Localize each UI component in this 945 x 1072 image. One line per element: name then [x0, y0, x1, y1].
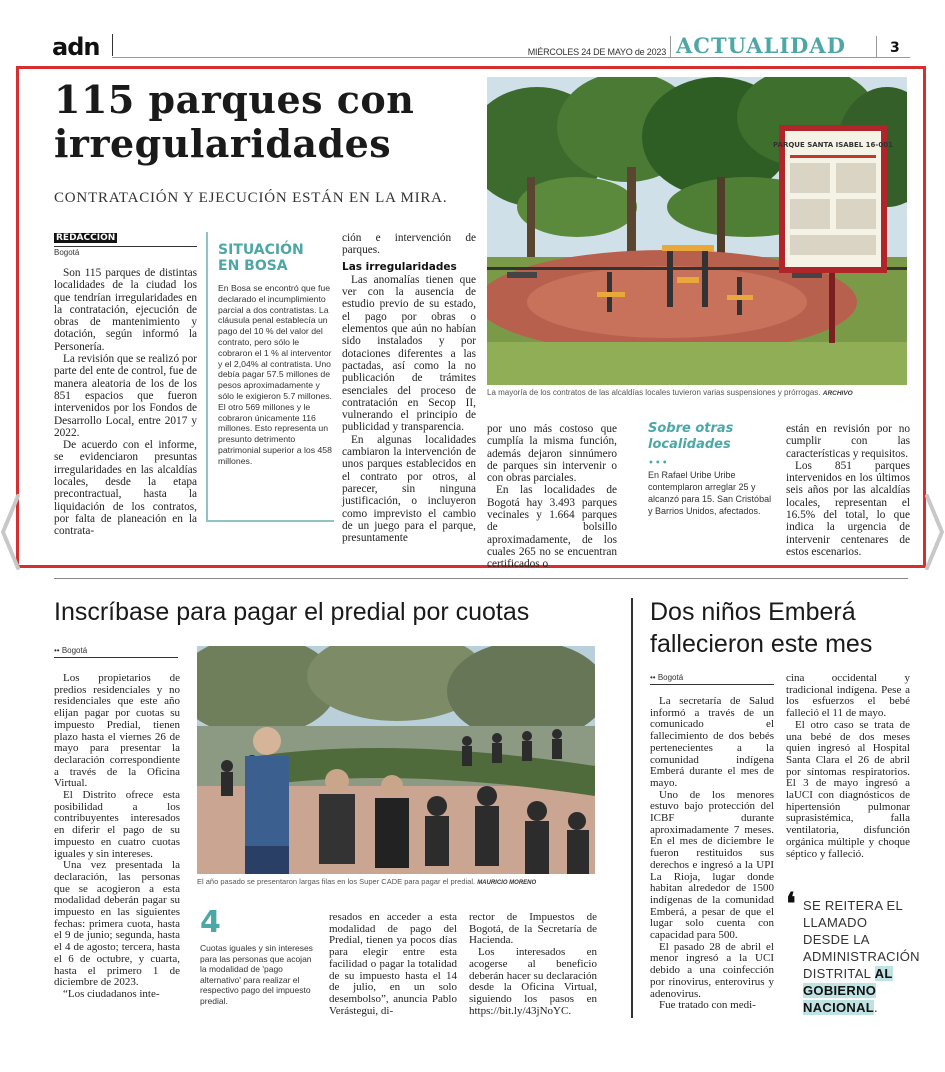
main-column-3	[342, 232, 476, 544]
predial-kicker: •• Bogotá	[54, 646, 178, 658]
main-headline: 115 parques con irregularidades	[54, 77, 415, 166]
paragraph: El otro caso se trata de una bebé de dos meses quien ingresó al Hospital Santa Clara el 26 de abril por síntomas respiratorios. El 3 de mayo ingresó a laUCI con diagnósticos de hipertensión pulmonar suprasistémica, falla ventilatoria, disfunción orgánica múltiple y choque séptico y falleció.	[786, 718, 910, 860]
paragraph-continued: están en revisión por no cumplir con las características y requisitos.	[786, 423, 910, 460]
subhead: Las irregularidades	[342, 260, 457, 273]
predial-column-1	[54, 673, 180, 1001]
pull-quote	[803, 897, 920, 1016]
paragraph: Una vez presentada la declaración, las personas que se acogieron a esta modalidad deberán pagar su impuesto en las siguientes fechas: primera cuota, hasta el 9 de junio; segunda, hasta el 4 de agosto; tercera, hasta el 6 de octubre, y cuarta, hasta el primero 1 de diciembre de 2023.	[54, 859, 180, 989]
section-label: ACTUALIDAD	[676, 33, 846, 58]
main-column-1	[54, 267, 197, 538]
paragraph: El Distrito ofrece esta posibilidad a los contribuyentes interesados en diferir el pago de su impuesto en cuatro cuotas iguales y sin intereses.	[54, 789, 180, 860]
sidebar-title: SITUACIÓN EN BOSA	[218, 242, 304, 274]
quote-end: .	[874, 1000, 878, 1015]
queue-illustration	[197, 646, 595, 874]
main-column-6	[786, 423, 910, 558]
paragraph-continued: cina occidental y tradicional indígena. Pese a los esfuerzos el bebé falleció el 11 de mayo.	[786, 672, 910, 720]
paragraph: Los 851 parques intervenidos en los últimos seis años por las alcaldías locales, representan el 16.5% del total, lo que indica la urgencia de intervenir centenares de estos escenarios.	[786, 459, 910, 558]
paragraph: Uno de los menores estuvo bajo protección del ICBF durante aproximadamente 7 meses. En el mes de diciembre le fueron restituidos sus derechos e ingresó a la UPI La Rioja, lugar donde habitan alrededor de 1500 indígenas de la comunidad Emberá, a pesar de que el lugar solo cuenta con capacidad para 500.	[650, 788, 774, 942]
paragraph: Son 115 parques de distintas localidades de la ciudad los que tendrían irregularidades en la contratación, ejecución de obras de mantenimiento y dotación, según informó la Personería.	[54, 267, 197, 353]
section-divider	[54, 578, 908, 579]
paragraph: La secretaría de Salud informó a través de un comunicado el fallecimiento de dos bebés pertenecientes a la comunidad indígena Emberá durante el mes de mayo.	[650, 695, 774, 789]
byline: REDACCIÓN	[56, 233, 116, 243]
paragraph-continued: resados en acceder a esta modalidad de pago del Predial, tienen ya pocos días para elegir entre esta facilidad o pagar la totalidad de su impuesto hasta el 14 de julio, en un solo desembolso”, anuncia Pablo Verástegui, di-	[329, 911, 457, 1017]
sidebar-text: En Bosa se encontró que fue declarado el incumplimiento parcial a dos contratistas. La cláusula penal establecía un pago del 10 % del valor del contrato, pero sólo le cobraron el 1 % al interventor y el 2,04% al contratista. Uno debía pagar 57.5 millones de pesos aproximadamente y sólo le exigieron 5.7 millones. El otro 569 millones y le cobraron únicamente 116 millones. Esto representa un presunto detrimento patrimonial superior a los 458 millones.	[218, 283, 332, 466]
byline-city: Bogotá	[54, 246, 197, 257]
photo-credit: ARCHIVO	[822, 390, 853, 397]
quote-mark-icon: ❛	[786, 887, 796, 922]
page-number: 3	[890, 40, 900, 56]
embera-headline: Dos niños Emberá fallecieron este mes	[650, 598, 873, 658]
paragraph: El pasado 28 de abril el menor ingresó a la UCI debido a una coinfección por rinovirus, enterovirus y adenovirus.	[650, 940, 774, 1000]
next-page-arrow-icon[interactable]	[925, 494, 945, 570]
section-divider-left	[670, 36, 671, 58]
paragraph: Las anomalías tienen que ver con la ausencia de estudio previo de su estado, el pago por obras o elementos que aún no habían sido instalados y por dotaciones diferentes a las pactadas, así como la no publicación de trámites esenciales del proceso de contratación en Secop II, vulnerando el principio de publicidad y transparencia.	[342, 273, 476, 434]
main-deck: CONTRATACIÓN Y EJECUCIÓN ESTÁN EN LA MIRA.	[54, 190, 448, 206]
quote-highlight: AL GOBIERNO NACIONAL	[803, 966, 893, 1015]
park-illustration	[487, 77, 907, 385]
paragraph: En algunas localidades cambiaron la intervención de unos parques establecidos en el contrato por otros, al parecer, sin ninguna justificación, o incluyeron como imprevisto el cambio de un juego para el parque, presuntamente	[342, 433, 476, 545]
paragraph: La revisión que se realizó por parte del ente de control, fue de manera aleatoria de los de los 851 espacios que fueron intervenidos por los Fondos de Desarrollo Local, entre 2017 y 2022.	[54, 353, 197, 439]
logo-divider	[112, 34, 113, 56]
paragraph: Los interesados en acogerse al beneficio deberán hacer su declaración desde la Oficina Virtual, siguiendo los pasos en https://bit.ly/43jNoYC.	[469, 946, 597, 1017]
caption-text: La mayoría de los contratos de las alcaldías locales tuvieron varias suspensiones y prórrogas.	[487, 388, 821, 397]
paragraph: “Los ciudadanos inte-	[63, 987, 160, 1000]
predial-headline: Inscríbase para pagar el predial por cuotas	[54, 598, 530, 626]
queue-photo	[197, 646, 595, 874]
park-photo	[487, 77, 907, 385]
sign-text: PARQUE SANTA ISABEL 16-001	[773, 141, 893, 149]
other-localities-text: En Rafael Uribe Uribe contemplaron arreglar 25 y alcanzó para 15. San Cristóbal y Barrios Unidos, afectados.	[648, 470, 772, 516]
fact-number: 4	[200, 905, 221, 940]
predial-column-3	[329, 912, 457, 1017]
park-photo-caption	[487, 388, 907, 397]
caption-text: El año pasado se presentaron largas filas en los Super CADE para pagar el predial.	[197, 877, 476, 886]
logo: adn	[52, 33, 100, 61]
column-divider	[631, 598, 633, 1018]
embera-kicker: •• Bogotá	[650, 673, 774, 685]
paragraph: De acuerdo con el informe, se evidenciaron presuntas irregularidades en las alcaldías locales, desde la etapa precontractual, hasta la liquidación de los contratos, por falta de planeación en la contrata-	[54, 439, 197, 538]
quote-text: SE REITERA EL LLAMADO DESDE LA ADMINISTRACIÓN DISTRITAL	[803, 898, 920, 981]
section-divider-right	[876, 36, 877, 58]
queue-photo-caption	[197, 877, 595, 886]
issue-date: MIÉRCOLES 24 DE MAYO de 2023	[527, 47, 666, 57]
fact-text: Cuotas iguales y sin intereses para las personas que acojan la modalidad de 'pago alternativo' para realizar el respectivo pago del impuesto predial.	[200, 943, 313, 1006]
main-column-4	[487, 423, 617, 571]
paragraph: Los propietarios de predios residenciales y no residenciales que este año elijan pagar por cuotas su impuesto Predial, tienen plazo hasta el viernes 26 de mayo para presentar la declaración correspondiente a través de la Oficina Virtual.	[54, 672, 180, 790]
other-localities-dots: •••	[648, 458, 669, 469]
embera-column-2	[786, 673, 910, 860]
paragraph-continued: ción e intervención de parques.	[342, 232, 476, 257]
other-localities-title: Sobre otras localidades	[648, 421, 734, 452]
previous-page-arrow-icon[interactable]	[0, 494, 20, 570]
predial-column-4	[469, 912, 597, 1017]
paragraph-continued: rector de Impuestos de Bogotá, de la Secretaría de Hacienda.	[469, 911, 597, 947]
paragraph: En las localidades de Bogotá hay 3.493 parques vecinales y 1.664 parques de bolsillo aproximadamente, de los cuales 265 no se encuentran certificados o	[487, 484, 617, 571]
paragraph: Fue tratado con medi-	[659, 999, 756, 1012]
embera-column-1	[650, 696, 774, 1012]
paragraph-continued: por uno más costoso que cumplía la misma función, además dejaron sinnúmero de parques sin intervenir o con obras parciales.	[487, 423, 617, 485]
photo-credit: MAURICIO MORENO	[477, 880, 537, 886]
